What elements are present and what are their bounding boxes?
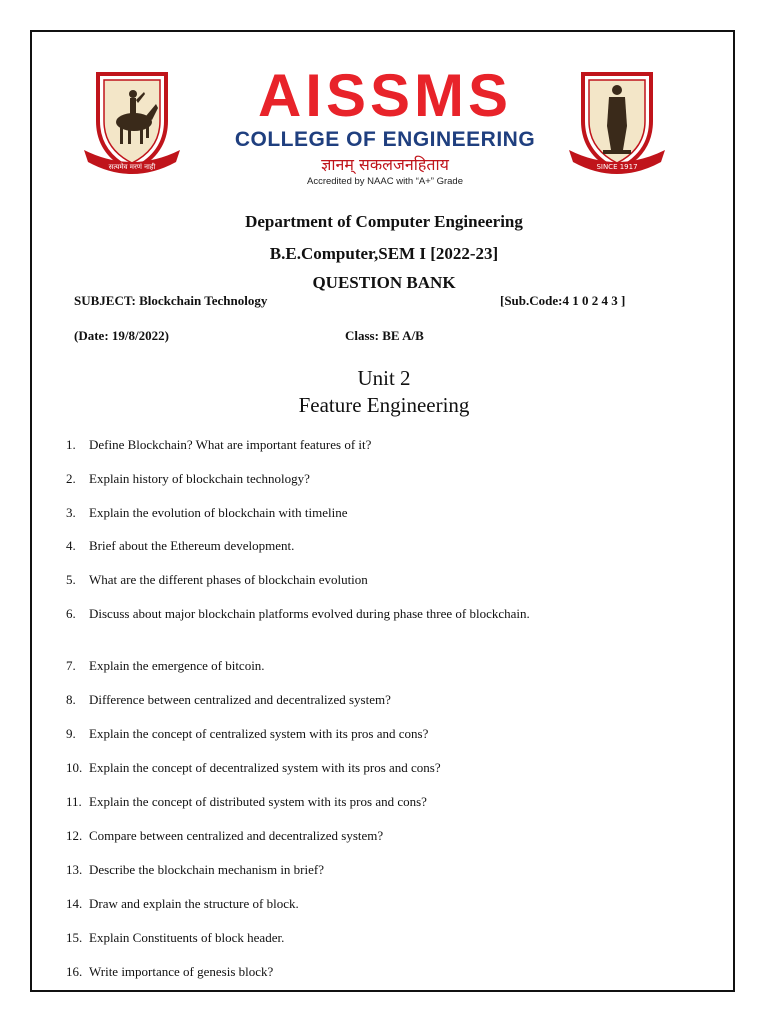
question-text: Brief about the Ethereum development. (89, 538, 295, 553)
question-item (66, 537, 566, 554)
question-text: Difference between centralized and decentralized system? (89, 692, 391, 707)
brand-motto: ज्ञानम् सकलजनहिताय (321, 155, 449, 174)
question-text: Explain the emergence of bitcoin. (89, 658, 265, 673)
question-item (66, 861, 566, 878)
subject-line: SUBJECT: Blockchain Technology (74, 293, 268, 308)
left-college-emblem (78, 66, 186, 178)
question-item (66, 759, 566, 776)
document-type-heading: QUESTION BANK (312, 273, 456, 292)
question-number: 10. (66, 760, 83, 775)
question-item (66, 657, 566, 674)
question-item (66, 571, 566, 588)
course-heading: B.E.Computer,SEM I [2022-23] (269, 244, 499, 263)
question-number: 8. (66, 692, 76, 707)
college-brand (200, 62, 570, 188)
question-text: Compare between centralized and decentralized system? (89, 828, 384, 843)
unit-number: Unit 2 (357, 366, 411, 390)
question-item (66, 691, 566, 708)
question-item (66, 725, 566, 742)
question-text: What are the different phases of blockchain evolution (89, 572, 368, 587)
question-number: 4. (66, 538, 76, 553)
question-text: Describe the blockchain mechanism in brief? (89, 862, 324, 877)
question-number: 16. (66, 964, 83, 979)
question-item (66, 827, 566, 844)
question-number: 6. (66, 606, 76, 621)
question-number: 14. (66, 896, 83, 911)
brand-name: AISSMS (257, 62, 513, 129)
question-text: Explain Constituents of block header. (89, 930, 285, 945)
question-text: Define Blockchain? What are important features of it? (89, 437, 372, 452)
question-number: 13. (66, 862, 83, 877)
class-line: Class: BE A/B (345, 328, 424, 343)
right-emblem-motto: SINCE 1917 (596, 163, 638, 171)
question-number: 1. (66, 437, 76, 452)
question-number: 11. (66, 794, 82, 809)
question-number: 9. (66, 726, 76, 741)
right-college-emblem (563, 66, 671, 178)
question-item (66, 895, 566, 912)
question-item (66, 504, 566, 521)
question-text: Explain the evolution of blockchain with timeline (89, 505, 348, 520)
question-text: Explain the concept of distributed system with its pros and cons? (89, 794, 427, 809)
question-item (66, 436, 566, 453)
brand-subtitle: COLLEGE OF ENGINEERING (234, 128, 536, 151)
question-text: Write importance of genesis block? (89, 964, 274, 979)
unit-title: Feature Engineering (298, 393, 470, 417)
question-item (66, 470, 566, 487)
question-text: Explain history of blockchain technology? (89, 471, 310, 486)
question-number: 3. (66, 505, 76, 520)
question-item (66, 963, 566, 980)
question-number: 12. (66, 828, 83, 843)
question-number: 7. (66, 658, 76, 673)
question-text: Explain the concept of centralized system with its pros and cons? (89, 726, 429, 741)
accreditation-note: Accredited by NAAC with “A+” Grade (306, 176, 464, 187)
date-line: (Date: 19/8/2022) (74, 328, 169, 343)
question-number: 2. (66, 471, 76, 486)
left-emblem-motto: सत्यमेव मरणं नाही (108, 163, 156, 171)
question-text: Explain the concept of decentralized system with its pros and cons? (89, 760, 441, 775)
question-text: Draw and explain the structure of block. (89, 896, 299, 911)
subject-code: [Sub.Code:4 1 0 2 4 3 ] (500, 293, 626, 308)
question-item (66, 793, 566, 810)
department-heading: Department of Computer Engineering (245, 212, 523, 231)
question-item (66, 605, 566, 622)
question-text: Discuss about major blockchain platforms evolved during phase three of blockchain. (89, 606, 530, 621)
question-item (66, 929, 566, 946)
question-number: 5. (66, 572, 76, 587)
question-number: 15. (66, 930, 83, 945)
